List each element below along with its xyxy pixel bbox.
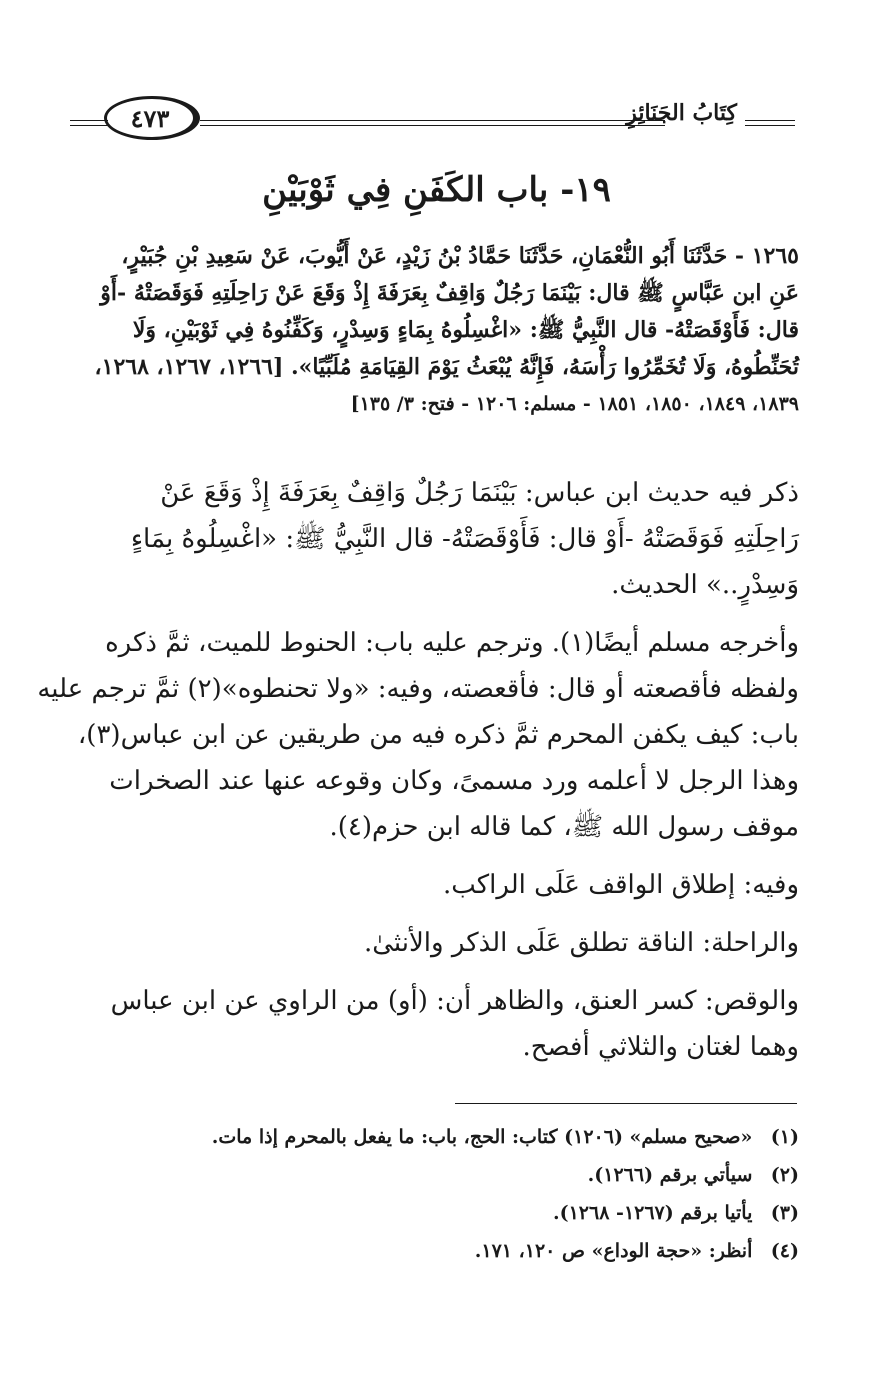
footnote	[90, 1194, 799, 1232]
chapter-title: ١٩- باب الكَفَنِ فِي ثَوْبَيْنِ	[262, 170, 611, 210]
running-title: كِتَابُ الجَنَائِزِ	[626, 100, 737, 126]
hadith-references: ١٨٣٩، ١٨٤٩، ١٨٥٠، ١٨٥١ - مسلم: ١٢٠٦ - فتح: ٣/ ١٣٥]	[350, 393, 799, 415]
footnote-number: (٢)	[770, 1164, 799, 1186]
page-number-badge	[104, 96, 200, 140]
commentary-line: والراحلة: الناقة تطلق عَلَى الذكر والأنثىٰ.	[363, 928, 799, 958]
footnote-text: أنظر: «حجة الوداع» ص ١٢٠، ١٧١.	[474, 1240, 753, 1262]
commentary-line: ولفظه فأقصعته أو قال: فأقعصته، وفيه: «ولا تحنطوه»(٢) ثمَّ ترجم عليه	[37, 674, 799, 704]
footnote-text: «صحيح مسلم» (١٢٠٦) كتاب: الحج، باب: ما يفعل بالمحرم إذا مات.	[211, 1126, 753, 1148]
commentary-paragraph	[72, 920, 799, 966]
commentary-paragraph	[72, 470, 799, 608]
footnote-number: (٣)	[770, 1202, 799, 1224]
footnotes	[90, 1118, 799, 1270]
footnote-number: (١)	[770, 1126, 799, 1148]
commentary-line: والوقص: كسر العنق، والظاهر أن: (أو) من الراوي عن ابن عباس	[110, 986, 799, 1016]
footnote-text: يأتيا برقم (١٢٦٧- ١٢٦٨).	[552, 1202, 753, 1224]
commentary	[37, 470, 799, 1082]
commentary-line: وفيه: إطلاق الواقف عَلَى الراكب.	[442, 870, 799, 900]
header-rule-middle	[200, 120, 665, 126]
commentary-line: موقف رسول الله ﷺ، كما قاله ابن حزم(٤).	[329, 812, 799, 842]
commentary-paragraph	[37, 620, 799, 850]
footnote	[90, 1118, 799, 1156]
header-rule-left	[70, 120, 108, 126]
header-rule-right	[745, 120, 795, 126]
footnote	[90, 1232, 799, 1270]
commentary-line: وهما لغتان والثلاثي أفصح.	[522, 1032, 799, 1062]
page-number: ٤٧٣	[130, 103, 170, 133]
footnote-number: (٤)	[770, 1240, 799, 1262]
hadith-line: قال: فَأَوْقَصَتْهُ- قال النَّبِيُّ ﷺ: «اغْسِلُوهُ بِمَاءٍ وَسِدْرٍ، وَكَفِّنُوهُ فِي ثَوْبَيْنِ، وَلَا	[132, 317, 799, 343]
commentary-line: وهذا الرجل لا أعلمه ورد مسمىً، وكان وقوعه عنها عند الصخرات	[109, 766, 799, 796]
commentary-paragraph	[72, 862, 799, 908]
commentary-line: ذكر فيه حديث ابن عباس: بَيْنَمَا رَجُلٌ وَاقِفٌ بِعَرَفَةَ إِذْ وَقَعَ عَنْ	[160, 478, 799, 508]
commentary-line: وأخرجه مسلم أيضًا(١). وترجم عليه باب: الحنوط للميت، ثمَّ ذكره	[105, 628, 799, 658]
footnote-separator	[455, 1103, 797, 1104]
footnote-text: سيأتي برقم (١٢٦٦).	[587, 1164, 753, 1186]
commentary-line: باب: كيف يكفن المحرم ثمَّ ذكره فيه من طريقين عن ابن عباس(٣)،	[77, 720, 799, 750]
hadith-line: ١٢٦٥ - حَدَّثَنَا أَبُو النُّعْمَانِ، حَدَّثَنَا حَمَّادُ بْنُ زَيْدٍ، عَنْ أَيُّوبَ، عَنْ سَعِيدِ بْنِ جُبَيْرٍ،	[121, 243, 799, 269]
hadith-text	[70, 238, 799, 423]
running-header	[70, 92, 795, 142]
footnote	[90, 1156, 799, 1194]
commentary-line: وَسِدْرٍ..» الحديث.	[611, 570, 799, 600]
hadith-line: تُحَنِّطُوهُ، وَلَا تُخَمِّرُوا رَأْسَهُ، فَإِنَّهُ يُبْعَثُ يَوْمَ القِيَامَةِ مُلَبِّيًا». [١٢٦٦، ١٢٦٧، ١٢٦٨،	[94, 354, 799, 380]
hadith-line: عَنِ ابن عَبَّاسٍ ﷺ قال: بَيْنَمَا رَجُلٌ وَاقِفٌ بِعَرَفَةَ إِذْ وَقَعَ عَنْ رَاحِلَتِهِ فَوَقَصَتْهُ -أَوْ	[100, 280, 799, 306]
commentary-paragraph	[72, 978, 799, 1070]
commentary-line: رَاحِلَتِهِ فَوَقَصَتْهُ -أَوْ قال: فَأَوْقَصَتْهُ- قال النَّبِيُّ ﷺ: «اغْسِلُوهُ بِمَاءٍ	[130, 524, 799, 554]
